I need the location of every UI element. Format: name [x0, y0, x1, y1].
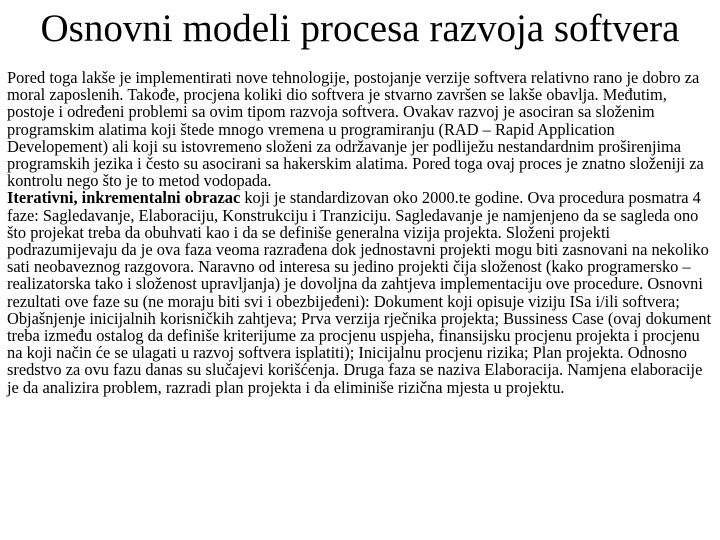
paragraph-2-heading: Iterativni, inkrementalni obrazac	[7, 188, 241, 208]
paragraph-2-text: koji je standardizovan oko 2000.te godine. Ova procedura posmatra 4 faze: Sagledavanje, Elaboraciju, Konstrukciju i Tranziciju. Sagledavanje je namjenjeno da se sagleda ono što projekat treba da obuhvati kao i da se definiše generalna vizija projekta. Složeni projekti podrazumijevaju da je ova faza veoma razrađena dok jednostavni projekti mogu biti zasnovani na nekoliko sati neobaveznog razgovora. Naravno od interesa su jedino projekti čija složenost (kako programersko – realizatorska tako i složenost upravljanja) je dovoljna da zahtjeva implementaciju ove procedure. Osnovni rezultati ove faze su (ne moraju biti svi i obezbijeđeni): Dokument koji opisuje viziju ISa i/ili softvera; Objašnjenje inicijalnih korisničkih zahtjeva; Prva verzija rječnika projekta; Bussiness Case (ovaj dokument treba između ostalog da definiše kriterijume za procjenu uspjeha, finansijsku procjenu projekta i procjenu na koji način će se ulagati u razvoj softvera isplatiti); Inicijalnu procjenu rizika; Plan projekta. Odnosno sredstvo za ovu fazu danas su slučajevi korišćenja. Druga faza se naziva Elaboracija. Namjena elaboracije je da analizira problem, razradi plan projekta i da eliminiše rizična mjesta u projektu.	[7, 188, 712, 397]
paragraph-1: Pored toga lakše je implementirati nove tehnologije, postojanje verzije softvera relativno rano je dobro za moral zaposlenih. Takođe, procjena koliki dio softvera je stvarno završen se lakše obavlja. Međutim, postoje i određeni problemi sa ovim tipom razvoja softvera. Ovakav razvoj je asociran sa složenim programskim alatima koji štede mnogo vremena u programiranju (RAD – Rapid Application Developement) ali koji su istovremeno složeni za održavanje jer podliježu nestandardnim proširenjima programskih jezika i često su asocirani sa hakerskim alatima. Pored toga ovaj proces je znatno složeniji za kontrolu nego što je to metod vodopada.	[7, 68, 704, 191]
slide-body	[7, 69, 715, 396]
paragraph-2	[7, 189, 715, 395]
slide-title: Osnovni modeli procesa razvoja softvera	[40, 7, 680, 50]
